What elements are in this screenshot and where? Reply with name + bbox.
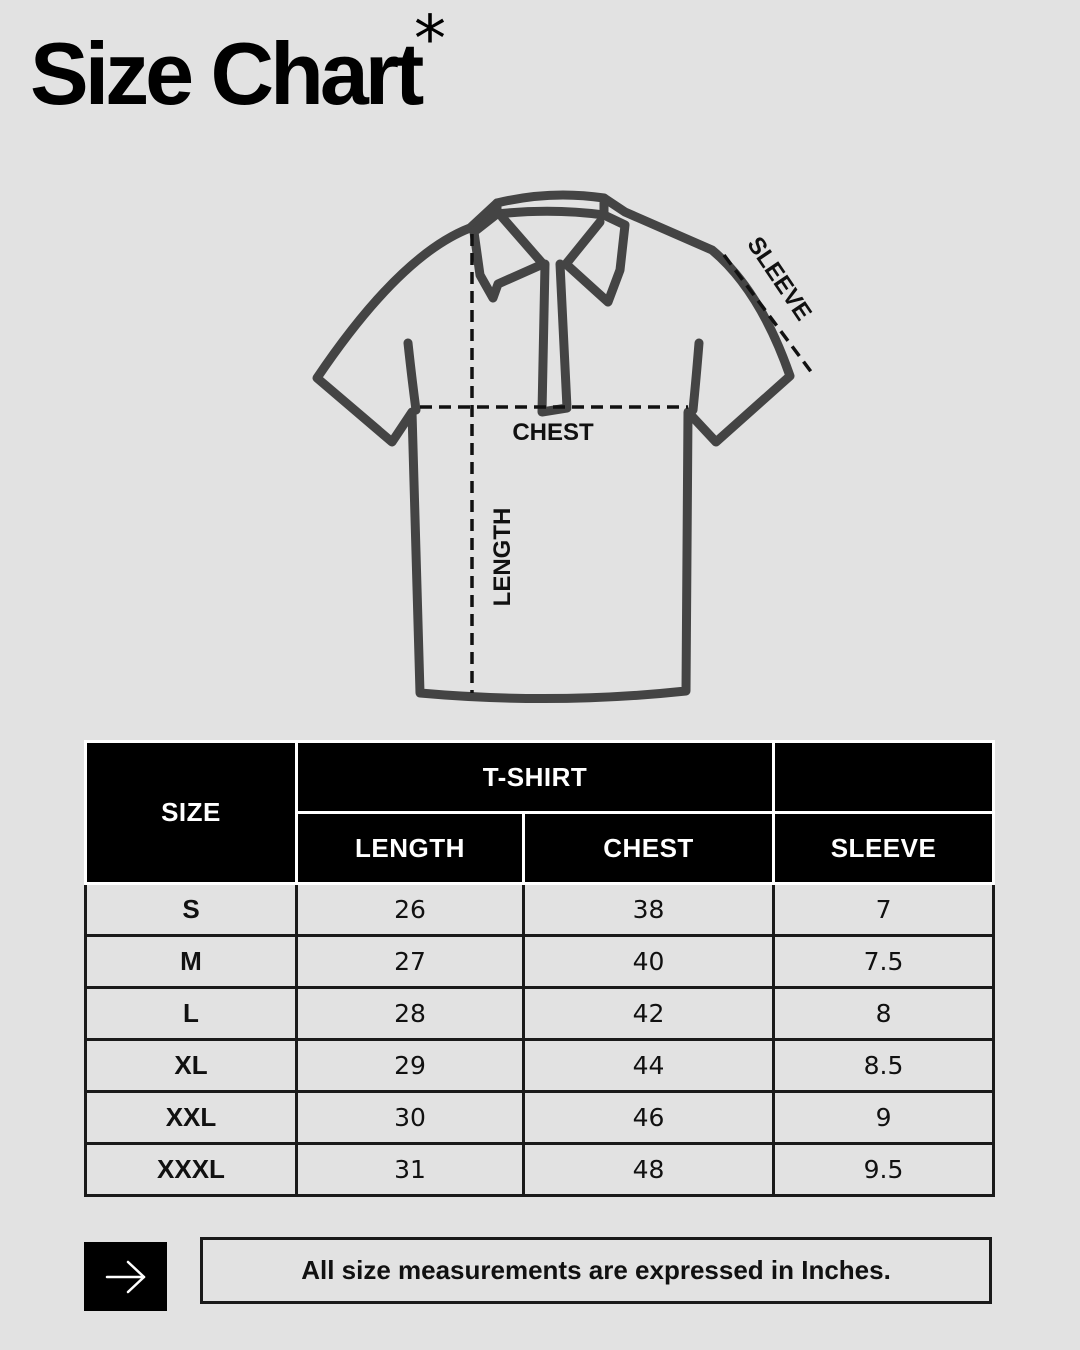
sleeve-cell: 9.5 [774,1144,994,1196]
next-button[interactable] [84,1242,167,1311]
sleeve-cell: 7 [774,884,994,936]
asterisk-mark: * [414,3,446,77]
measurement-note-text: All size measurements are expressed in Inches. [301,1255,891,1285]
size-cell: XL [86,1040,297,1092]
table-row [86,1092,994,1144]
chest-cell: 46 [524,1092,774,1144]
chest-cell: 40 [524,936,774,988]
length-cell: 28 [297,988,524,1040]
table-row [86,936,994,988]
sleeve-cell: 8.5 [774,1040,994,1092]
chest-label: CHEST [512,419,594,446]
sleeve-cell: 7.5 [774,936,994,988]
size-cell: XXXL [86,1144,297,1196]
length-label: LENGTH [489,507,516,607]
table-row [86,884,994,936]
sleeve-column-header: SLEEVE [774,813,994,884]
length-cell: 29 [297,1040,524,1092]
table-row [86,988,994,1040]
size-table [84,740,995,1197]
sleeve-label: SLEEVE [741,232,817,326]
empty-header-cell [774,742,994,813]
table-row [86,1040,994,1092]
chest-cell: 42 [524,988,774,1040]
size-cell: L [86,988,297,1040]
tshirt-group-header: T-SHIRT [297,742,774,813]
sleeve-cell: 8 [774,988,994,1040]
sleeve-cell: 9 [774,1092,994,1144]
polo-shirt-diagram [290,175,830,715]
measurement-note [200,1237,992,1304]
chest-cell: 48 [524,1144,774,1196]
size-header: SIZE [86,742,297,884]
size-cell: M [86,936,297,988]
page-title: Size Chart [30,24,421,123]
size-cell: S [86,884,297,936]
length-cell: 31 [297,1144,524,1196]
chest-cell: 38 [524,884,774,936]
size-cell: XXL [86,1092,297,1144]
length-column-header: LENGTH [297,813,524,884]
chest-column-header: CHEST [524,813,774,884]
length-cell: 27 [297,936,524,988]
chest-cell: 44 [524,1040,774,1092]
length-cell: 30 [297,1092,524,1144]
shirt-outline [317,195,790,699]
length-cell: 26 [297,884,524,936]
arrow-right-icon [104,1259,148,1295]
table-row [86,1144,994,1196]
